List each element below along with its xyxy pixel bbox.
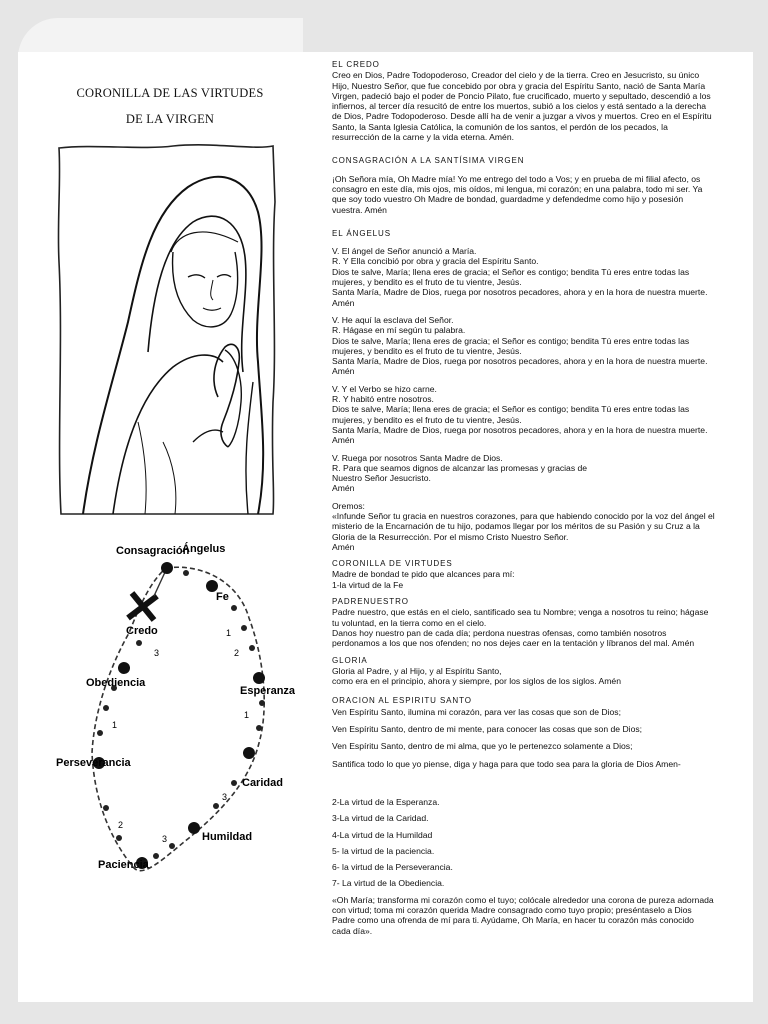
gloria-text: Gloria al Padre, y al Hijo, y al Espíritu Santo, como era en el principio, ahora y siempre, por los siglos de los siglos. Amén bbox=[332, 665, 621, 687]
bead-number: 1 bbox=[112, 720, 118, 730]
credo-text: Creo en Dios, Padre Todopoderoso, Creador del cielo y de la tierra. Creo en Jesucristo, su único Hijo, Nuestro Señor, que fue concebido por obra y gracia del Espíritu Santo, nació de Santa María Virgen, padeció bajo el poder de Poncio Pilato, fue crucificado, muerto y sepultado, descendió a los infiernos, al tercer día resucitó de entre los muertos, subió a los cielos y está sentado a la derecha de Dios, Padre Todopoderoso. Desde allí ha de venir a juzgar a vivos y muertos. Creo en el Espíritu Santo, la Santa Iglesia Católica, la comunión de los santos, el perdón de los pecados, la resurrección de la carne y la vida eterna. Amén. bbox=[332, 70, 712, 143]
bead-number: 3 bbox=[162, 834, 168, 844]
padrenuestro-text-2: Danos hoy nuestro pan de cada día; perdona nuestras ofensas, como también nosotros perdonamos a los que nos ofenden; no nos dejes caer en la tentación y líbranos del mal. Amén bbox=[332, 627, 695, 649]
rosary-label-perseverancia: Perseverancia bbox=[56, 757, 131, 769]
bead-number: 1 bbox=[244, 710, 250, 720]
oracion-line-3: Ven Espíritu Santo, dentro de mi alma, que yo le pertenezco solamente a Dios; bbox=[332, 741, 633, 752]
cross-icon bbox=[128, 593, 157, 620]
angelus-block-3: V. Y el Verbo se hizo carne. R. Y habitó entre nosotros. Dios te salve, María; llena eres de gracia; el Señor es contigo; bendita Tú eres entre todas las mujeres, y bendito es el fruto de tu vientre, Jesús. Santa María, Madre de Dios, ruega por nosotros pecadores, ahora y en la hora de nuestra muerte. Amén bbox=[332, 383, 708, 446]
rosary-label-angelus: Ángelus bbox=[182, 543, 226, 555]
virtue-item: 4-La virtud de la Humildad bbox=[332, 829, 433, 840]
rosary-label-consagracion: Consagración bbox=[116, 545, 190, 557]
bead-number: 3 bbox=[222, 792, 228, 802]
angelus-block-1: V. El ángel de Señor anunció a María. R. Y Ella concibió por obra y gracia del Espíritu Santo. Dios te salve, María; llena eres de gracia; el Señor es contigo; bendita Tú eres entre todas las mujeres, y bendito es el fruto de tu vientre, Jesús. Santa María, Madre de Dios, ruega por nosotros pecadores, ahora y en la hora de nuestra muerte. Amén bbox=[332, 246, 708, 308]
bead-number: 1 bbox=[226, 628, 232, 638]
rosary-label-fe: Fe bbox=[216, 591, 229, 603]
final-prayer-text: «Oh María; transforma mi corazón como el tuyo; colócale alrededor una corona de pureza adornada con virtud; toma mi corazón querida Madre consagrado como tuyo propio; preséntaselo a Dios Padre como una ofrenda de mí para ti. Ayúdame, Oh María, en hacer tu corazón más conocido cada día». bbox=[332, 894, 714, 936]
consagracion-text: ¡Oh Señora mía, Oh Madre mía! Yo me entrego del todo a Vos; y en prueba de mi filial afecto, os consagro en este día, mis ojos, mis oídos, mi lengua, mi corazón; en una palabra, todo mi ser. Ya que soy todo vuestro Oh Madre de bondad, guardadme y defendedme como hijo y posesión vuestra. Amén bbox=[332, 173, 703, 215]
virtue-item: 7- La virtud de la Obediencia. bbox=[332, 878, 445, 889]
virgin-praying-illustration bbox=[53, 142, 279, 518]
rosary-label-paciencia: Paciencia bbox=[98, 859, 149, 871]
rosary-diagram bbox=[54, 538, 295, 902]
document-subtitle: DE LA VIRGEN bbox=[125, 112, 215, 126]
angelus-block-4: V. Ruega por nosotros Santa Madre de Dios. R. Para que seamos dignos de alcanzar las promesas y gracias de Nuestro Señor Jesucristo. Amén bbox=[332, 452, 588, 494]
consagracion-heading: CONSAGRACIÓN A LA SANTÍSIMA VIRGEN bbox=[332, 156, 525, 166]
virtue-item: 5- la virtud de la paciencia. bbox=[332, 845, 435, 856]
angelus-heading: EL ÁNGELUS bbox=[332, 228, 391, 238]
virtue-item: 3-La virtud de la Caridad. bbox=[332, 813, 429, 824]
bead-number: 2 bbox=[118, 820, 124, 830]
padrenuestro-heading: PADRENUESTRO bbox=[332, 597, 409, 607]
bead-number: 3 bbox=[154, 648, 160, 658]
gloria-heading: GLORIA bbox=[332, 655, 368, 665]
coronilla-heading: CORONILLA DE VIRTUDES bbox=[332, 559, 453, 569]
virtue-item: 2-La virtud de la Esperanza. bbox=[332, 796, 440, 807]
rosary-label-esperanza: Esperanza bbox=[240, 685, 295, 697]
padrenuestro-text-1: Padre nuestro, que estás en el cielo, santificado sea tu Nombre; venga a nosotros tu reino; hágase tu voluntad, en la tierra como en el cielo. bbox=[332, 607, 709, 628]
top-strip bbox=[310, 0, 768, 52]
rosary-label-credo: Credo bbox=[126, 625, 158, 637]
rosary-label-humildad: Humildad bbox=[202, 831, 253, 843]
coronilla-text: Madre de bondad te pido que alcances para mí: 1-la virtud de la Fe bbox=[332, 569, 515, 590]
oracion-line-4: Santifica todo lo que yo piense, diga y haga para que todo sea para la gloria de Dios Amen- bbox=[332, 758, 681, 769]
rosary-label-obediencia: Obediencia bbox=[86, 677, 146, 689]
document-title: CORONILLA DE LAS VIRTUDES bbox=[76, 86, 264, 100]
rosary-label-caridad: Caridad bbox=[242, 777, 283, 789]
angelus-block-2: V. He aquí la esclava del Señor. R. Hágase en mí según tu palabra. Dios te salve, María; llena eres de gracia; el Señor es contigo; bendita Tú eres entre todas las mujeres, y bendito es el fruto de tu vientre, Jesús. Santa María, Madre de Dios, ruega por nosotros pecadores, ahora y en la hora de nuestra muerte. Amén bbox=[332, 314, 708, 377]
oracion-line-1: Ven Espíritu Santo, ilumina mi corazón, para ver las cosas que son de Dios; bbox=[332, 706, 621, 717]
oracion-line-2: Ven Espíritu Santo, dentro de mi mente, para conocer las cosas que son de Dios; bbox=[332, 724, 643, 735]
prayer-text-column bbox=[332, 60, 737, 936]
bead-number: 2 bbox=[234, 648, 240, 658]
credo-heading: EL CREDO bbox=[332, 60, 380, 69]
oracion-heading: ORACION AL ESPIRITU SANTO bbox=[332, 696, 472, 706]
oremos-text: Oremos: «Infunde Señor tu gracia en nuestros corazones, para que habiendo conocido por la voz del ángel el misterio de la Encarnación de tu hijo, podamos llegar por los méritos de su Pasión y su Cruz a la Gloria de la Resurrección. Por el mismo Cristo Nuestro Señor. Amén bbox=[332, 500, 715, 552]
virtue-item: 6- la virtud de la Perseverancia. bbox=[332, 862, 453, 873]
